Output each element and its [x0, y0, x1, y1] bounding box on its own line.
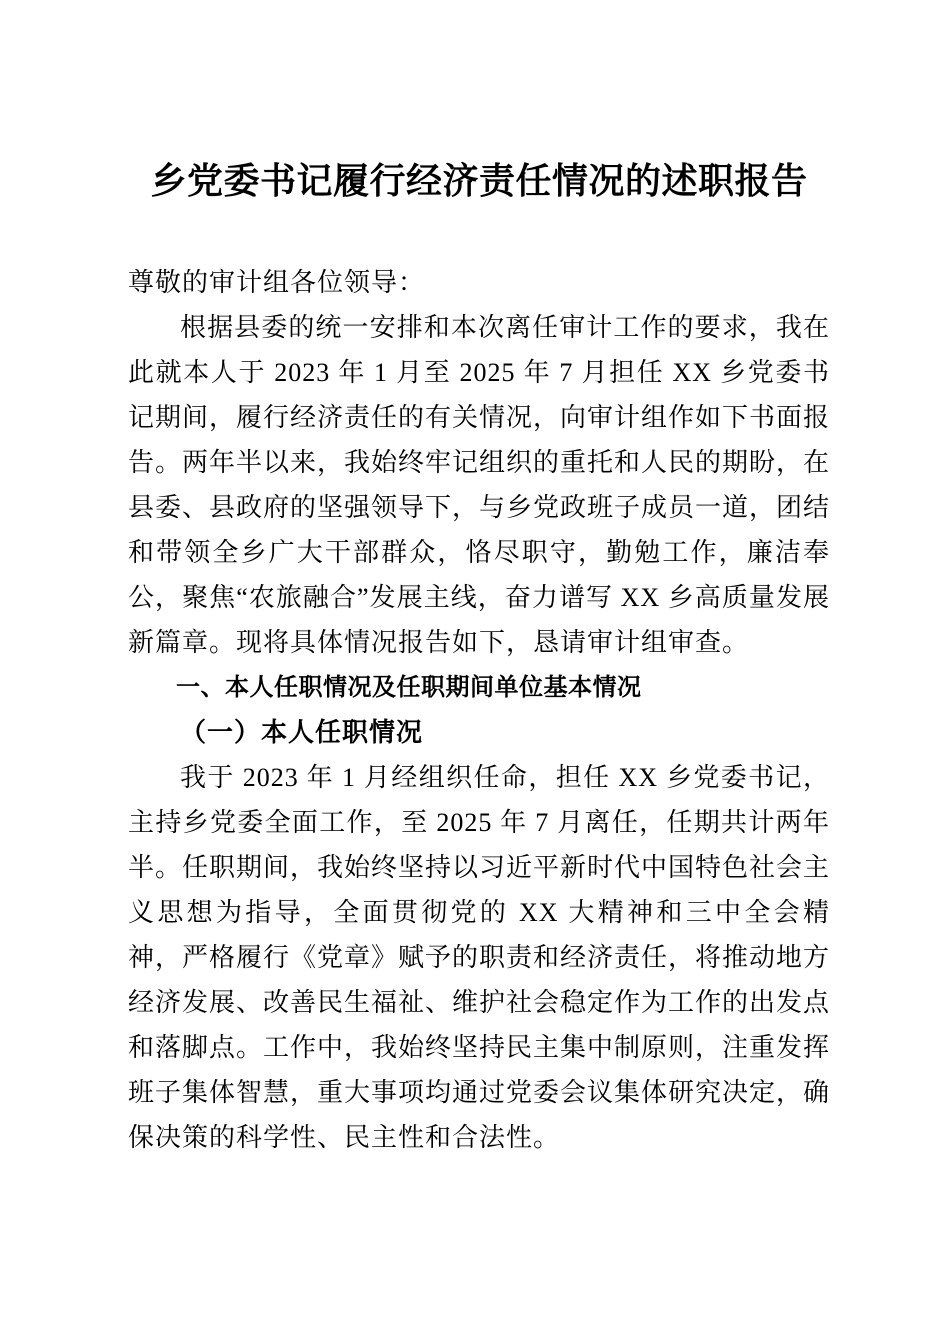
- paragraph-tenure: 我于 2023 年 1 月经组织任命，担任 XX 乡党委书记，主持乡党委全面工作，至 2025 年 7 月离任，任期共计两年半。任职期间，我始终坚持以习近平新时代中国特色社会主义思想为指导，全面贯彻党的 XX 大精神和三中全会精神，严格履行《党章》赋予的职责和经济责任，将推动地方经济发展、改善民生福祉、维护社会稳定作为工作的出发点和落脚点。工作中，我始终坚持民主集中制原则，注重发挥班子集体智慧，重大事项均通过党委会议集体研究决定，确保决策的科学性、民主性和合法性。: [128, 763, 831, 1152]
- subsection-heading-1-1: （一）本人任职情况: [180, 718, 424, 747]
- paragraph-opening: 根据县委的统一安排和本次离任审计工作的要求，我在此就本人于 2023 年 1 月至 2025 年 7 月担任 XX 乡党委书记期间，履行经济责任的有关情况，向审计组作如下书面报告。两年半以来，我始终牢记组织的重托和人民的期盼，在县委、县政府的坚强领导下，与乡党政班子成员一道，团结和带领全乡广大干部群众，恪尽职守，勤勉工作，廉洁奉公，聚焦“农旅融合”发展主线，奋力谱写 XX 乡高质量发展新篇章。现将具体情况报告如下，恳请审计组审查。: [128, 313, 831, 657]
- section-heading-1: 一、本人任职情况及任职期间单位基本情况: [176, 674, 642, 701]
- document-title: 乡党委书记履行经济责任情况的述职报告: [150, 161, 808, 201]
- salutation-line: 尊敬的审计组各位领导：: [128, 268, 426, 297]
